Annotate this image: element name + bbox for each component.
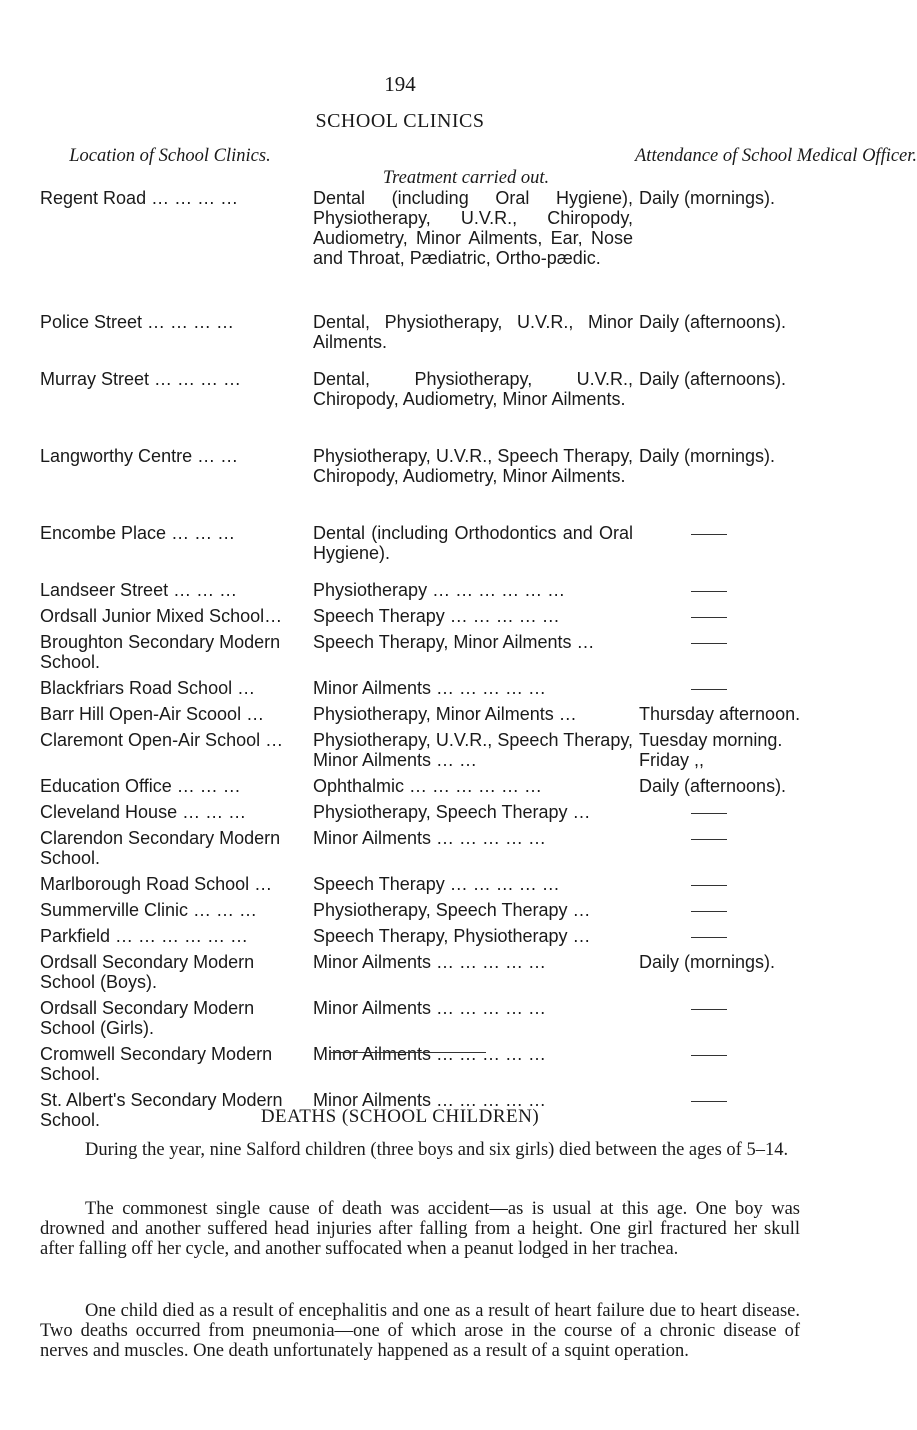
- clinic-attendance: [639, 678, 839, 698]
- clinic-row: [40, 312, 820, 369]
- clinic-attendance: [639, 1044, 839, 1064]
- clinic-attendance: Daily (afternoons).: [639, 312, 787, 332]
- clinic-treatment: Dental (including Oral Hygiene), Physiotherapy, U.V.R., Chiropody, Audiometry, Minor Ailments, Ear, Nose and Throat, Pædiatric, Ortho-pædic.: [313, 188, 633, 268]
- page-number: 194: [384, 72, 416, 96]
- clinic-attendance: [639, 523, 839, 543]
- clinic-location: Barr Hill Open-Air Scoool …: [40, 704, 265, 724]
- deaths-section-title: DEATHS (SCHOOL CHILDREN): [260, 1106, 540, 1127]
- clinic-treatment: Speech Therapy, Physiotherapy …: [313, 926, 591, 946]
- clinic-location: Claremont Open-Air School …: [40, 730, 284, 750]
- clinic-row: [40, 632, 820, 678]
- deaths-paragraph: During the year, nine Salford children (three boys and six girls) died between the ages of 5–14.: [85, 1140, 789, 1160]
- clinic-location: Landseer Street … … …: [40, 580, 238, 600]
- clinic-location: Murray Street … … … …: [40, 369, 242, 389]
- clinic-location: Clarendon Secondary Modern School.: [40, 828, 281, 868]
- clinic-location: Blackfriars Road School …: [40, 678, 256, 698]
- clinic-row: [40, 802, 820, 828]
- clinic-location: Summerville Clinic … … …: [40, 900, 258, 920]
- clinic-location: Ordsall Junior Mixed School…: [40, 606, 283, 626]
- clinic-location: Police Street … … … …: [40, 312, 235, 332]
- column-header-treatment: Treatment carried out.: [382, 168, 550, 188]
- clinic-location: Broughton Secondary Modern School.: [40, 632, 281, 672]
- column-header-attendance: Attendance of School Medical Officer.: [635, 146, 917, 166]
- clinic-treatment: Ophthalmic … … … … … …: [313, 776, 543, 796]
- clinic-treatment: Physiotherapy … … … … … …: [313, 580, 566, 600]
- clinic-row: [40, 704, 820, 730]
- clinic-row: [40, 998, 820, 1044]
- section-title: SCHOOL CLINICS: [315, 110, 485, 132]
- clinics-table: [40, 188, 820, 1130]
- clinic-treatment: Minor Ailments … … … … …: [313, 828, 547, 848]
- clinic-attendance: Daily (mornings).: [639, 952, 776, 972]
- clinic-row: [40, 952, 820, 998]
- clinic-treatment: Physiotherapy, Minor Ailments …: [313, 704, 577, 724]
- clinic-treatment: Physiotherapy, U.V.R., Speech Therapy, Chiropody, Audiometry, Minor Ailments.: [313, 446, 633, 486]
- column-header-location: Location of School Clinics.: [69, 146, 271, 166]
- clinic-location: Ordsall Secondary Modern School (Boys).: [40, 952, 255, 992]
- clinic-attendance: [639, 802, 839, 822]
- clinic-attendance: Thursday afternoon.: [639, 704, 801, 724]
- clinic-row: [40, 828, 820, 874]
- deaths-paragraph: The commonest single cause of death was accident—as is usual at this age. One boy was drowned and another suffered head injuries after falling from a height. One girl fractured her skull after falling off her cycle, and another suffocated when a peanut lodged in her trachea.: [40, 1199, 800, 1259]
- clinic-treatment: Dental, Physiotherapy, U.V.R., Minor Ailments.: [313, 312, 633, 352]
- clinic-attendance: Daily (afternoons).: [639, 369, 787, 389]
- clinic-treatment: Speech Therapy … … … … …: [313, 874, 560, 894]
- clinic-location: St. Albert's Secondary Modern School.: [40, 1090, 283, 1130]
- clinic-treatment: Physiotherapy, Speech Therapy …: [313, 802, 591, 822]
- clinic-row: [40, 900, 820, 926]
- clinic-row: [40, 730, 820, 776]
- clinic-attendance: [639, 606, 839, 626]
- section-divider: [331, 1052, 486, 1053]
- clinic-location: Encombe Place … … …: [40, 523, 236, 543]
- clinic-row: [40, 678, 820, 704]
- clinic-row: [40, 446, 820, 523]
- clinic-row: [40, 369, 820, 446]
- clinic-treatment: Dental, Physiotherapy, U.V.R., Chiropody, Audiometry, Minor Ailments.: [313, 369, 633, 409]
- clinic-attendance: [639, 900, 839, 920]
- clinic-row: [40, 776, 820, 802]
- clinic-attendance: [639, 580, 839, 600]
- clinic-attendance: Daily (mornings).: [639, 446, 776, 466]
- clinic-location: Education Office … … …: [40, 776, 241, 796]
- clinic-row: [40, 926, 820, 952]
- clinic-location: Parkfield … … … … … …: [40, 926, 249, 946]
- clinic-row: [40, 580, 820, 606]
- deaths-paragraph: One child died as a result of encephalitis and one as a result of heart failure due to heart disease. Two deaths occurred from pneumonia—one of which arose in the course of a chronic disease of nerves and muscles. One death unfortunately happened as a result of a squint operation.: [40, 1301, 800, 1361]
- clinic-location: Marlborough Road School …: [40, 874, 273, 894]
- clinic-location: Cleveland House … … …: [40, 802, 247, 822]
- clinic-row: [40, 874, 820, 900]
- clinic-attendance: [639, 874, 839, 894]
- clinic-treatment: Speech Therapy … … … … …: [313, 606, 560, 626]
- clinic-attendance: Daily (afternoons).: [639, 776, 787, 796]
- clinic-attendance: [639, 926, 839, 946]
- clinic-row: [40, 606, 820, 632]
- clinic-attendance: [639, 828, 839, 848]
- clinic-attendance: [639, 998, 839, 1018]
- clinic-treatment: Minor Ailments … … … … …: [313, 1044, 547, 1064]
- clinic-treatment: Speech Therapy, Minor Ailments …: [313, 632, 595, 652]
- clinic-treatment: Minor Ailments … … … … …: [313, 952, 547, 972]
- clinic-row: [40, 1044, 820, 1090]
- clinic-row: [40, 523, 820, 580]
- clinic-attendance: [639, 632, 839, 652]
- clinic-treatment: Physiotherapy, Speech Therapy …: [313, 900, 591, 920]
- clinic-treatment: Minor Ailments … … … … …: [313, 1090, 547, 1110]
- clinic-attendance: Tuesday morning. Friday ,,: [639, 730, 783, 770]
- clinic-location: Langworthy Centre … …: [40, 446, 239, 466]
- clinic-attendance: Daily (mornings).: [639, 188, 776, 208]
- clinic-treatment: Minor Ailments … … … … …: [313, 678, 547, 698]
- clinic-treatment: Minor Ailments … … … … …: [313, 998, 547, 1018]
- clinic-row: [40, 188, 820, 312]
- clinic-location: Regent Road … … … …: [40, 188, 239, 208]
- clinic-location: Cromwell Secondary Modern School.: [40, 1044, 273, 1084]
- clinic-treatment: Physiotherapy, U.V.R., Speech Therapy, Minor Ailments … …: [313, 730, 633, 770]
- clinic-location: Ordsall Secondary Modern School (Girls).: [40, 998, 255, 1038]
- clinic-treatment: Dental (including Orthodontics and Oral Hygiene).: [313, 523, 633, 563]
